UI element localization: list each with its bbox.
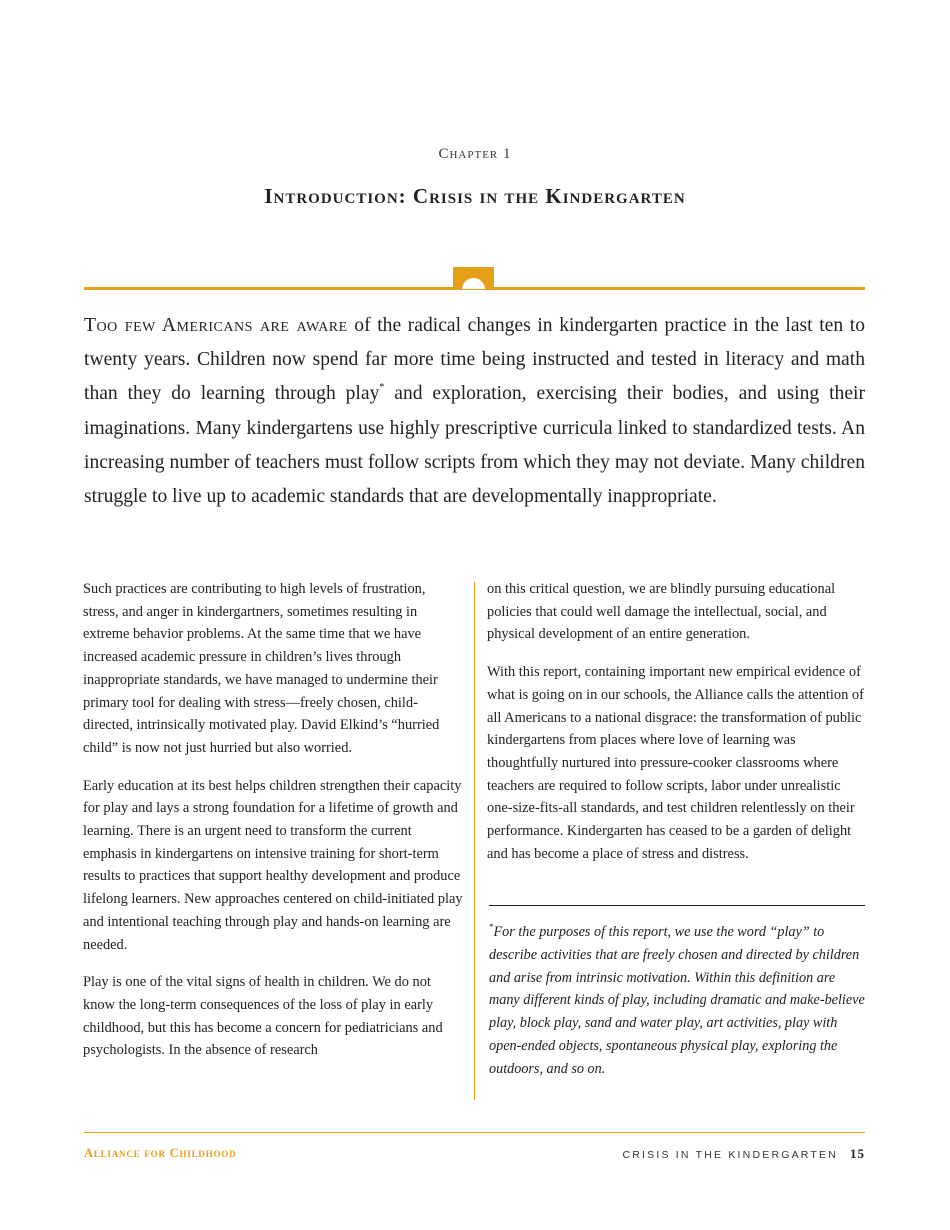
header-rule-tab-ornament [453, 267, 494, 289]
body-paragraph: on this critical question, we are blindly pursuing educational policies that could well damage the intellectual, social, and physical development of an entire generation. [487, 581, 836, 643]
footnote-text: For the purposes of this report, we use the word “play” to describe activities that are freely chosen and directed by children and arise from intrinsic motivation. Within this definition are many different kinds of play, including dramatic and make-believe play, block play, sand and water play, art activities, play with open-ended objects, spontaneous physical play, exploring the outdoors, and so on. [489, 924, 865, 1077]
body-paragraph: Early education at its best helps children strengthen their capacity for play and lays a strong foundation for a lifetime of growth and learning. There is an urgent need to transform the current emphasis in kindergartens on intensive training for short-term results to practices that support healthy development and produce lifelong learners. New approaches centered on child-initiated play and intentional teaching through play and hands-on learning are needed. [83, 777, 463, 953]
lead-text-after-mark: and exploration, exercising their bodies, and using their imaginations. Many kindergartens use highly prescriptive curricula linked to standardized tests. An increasing number of teachers must follow scripts from which they may not deviate. Many children struggle to live up to academic standards that are developmentally inappropriate. [84, 383, 865, 508]
chapter-title: Introduction: Crisis in the Kindergarten [264, 184, 686, 208]
body-paragraph: Such practices are contributing to high levels of frustration, stress, and anger in kindergartners, sometimes resulting in extreme behavior problems. At the same time that we have increased academic pressure in children’s lives through inappropriate standards, we have managed to undermine their primary tool for dealing with stress—freely chosen, child-directed, intrinsically motivated play. David Elkind’s “hurried child” is now not just hurried but also worried. [83, 581, 440, 756]
footer-running-head [560, 1146, 865, 1162]
left-column [83, 578, 463, 1077]
right-column [487, 578, 865, 880]
footer-publisher: Alliance for Childhood [84, 1146, 237, 1160]
lead-in-small-caps: Too few Americans are aware [84, 315, 348, 336]
footer-rule [84, 1132, 865, 1133]
footnote [489, 921, 865, 1081]
running-title: CRISIS IN THE KINDERGARTEN [622, 1149, 838, 1161]
footnote-rule [489, 905, 865, 906]
body-paragraph: With this report, containing important new empirical evidence of what is going on in our schools, the Alliance calls the attention of all Americans to a national disgrace: the transformation of public kindergartens from places where love of learning was thoughtfully nurtured into pressure-cooker classrooms where teachers are required to follow scripts, labor under unrealistic one-size-fits-all standards, and test children relentlessly on their performance. Kindergarten has ceased to be a garden of delight and has become a place of stress and distress. [487, 664, 864, 862]
chapter-label: Chapter 1 [438, 146, 512, 162]
lead-text-before-mark: of the radical changes in kindergarten practice in the last ten to twenty years. Children now spend far more time being instructed and tested in literacy and math than they do learning through play [84, 315, 865, 405]
body-paragraph: Play is one of the vital signs of health in children. We do not know the long-term consequences of the loss of play in early childhood, but this has become a concern for pediatricians and psychologists. In the absence of research [83, 974, 443, 1059]
lead-paragraph [84, 309, 865, 514]
footnote-mark: * [489, 922, 494, 932]
column-divider [474, 582, 475, 1100]
page-number: 15 [850, 1146, 865, 1161]
footnote-reference-mark: * [379, 382, 385, 394]
